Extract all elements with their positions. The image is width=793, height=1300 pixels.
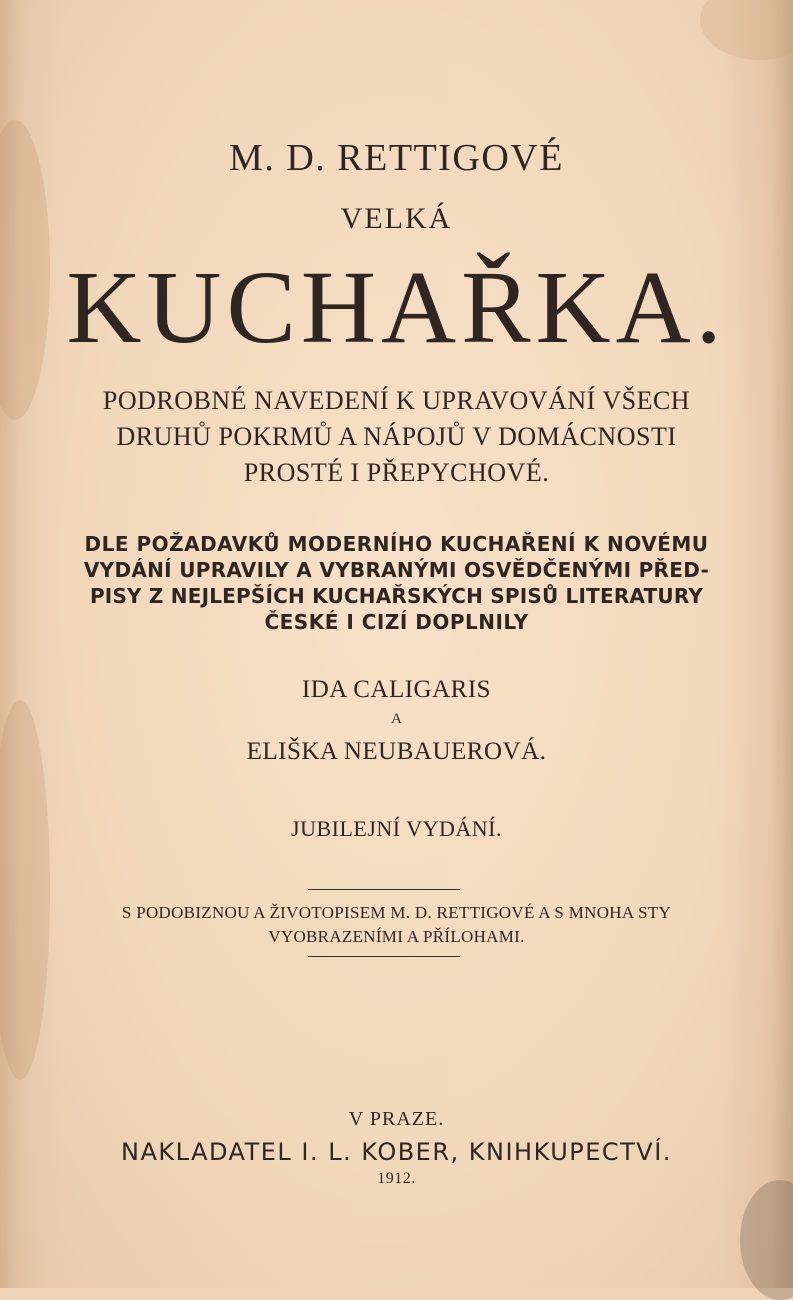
publication-place: V PRAZE.: [348, 1108, 445, 1130]
edition-note-line-3: PISY Z NEJLEPŠÍCH KUCHAŘSKÝCH SPISŮ LITERATURY: [89, 584, 704, 608]
edition-note-line-2: VYDÁNÍ UPRAVILY A VYBRANÝMI OSVĚDČENÝMI PŘED-: [83, 558, 710, 582]
editor-name-1: IDA CALIGARIS: [301, 676, 492, 703]
paper-stain: [740, 1180, 793, 1300]
edition-note-line-4: ČESKÉ I CIZÍ DOPLNILY: [264, 610, 529, 634]
main-title: KUCHAŘKA.: [66, 250, 727, 365]
title-adjective: VELKÁ: [340, 202, 453, 235]
publisher-line: NAKLADATEL I. L. KOBER, KNIHKUPECTVÍ.: [121, 1138, 672, 1166]
divider-bottom: [308, 956, 460, 957]
author-heading: M. D. RETTIGOVÉ: [229, 137, 564, 179]
subtitle-line-3: PROSTÉ I PŘEPYCHOVÉ.: [243, 458, 550, 487]
illustrations-line-2: VYOBRAZENÍMI A PŘÍLOHAMI.: [268, 927, 525, 946]
edition-label: JUBILEJNÍ VYDÁNÍ.: [291, 816, 502, 841]
illustrations-line-1: S PODOBIZNOU A ŽIVOTOPISEM M. D. RETTIGOVÉ A S MNOHA STY: [121, 903, 672, 922]
publication-year: 1912.: [377, 1170, 416, 1187]
divider-top: [308, 889, 460, 890]
subtitle-line-2: DRUHŮ POKRMŮ A NÁPOJŮ V DOMÁCNOSTI: [116, 422, 677, 451]
editor-name-2: ELIŠKA NEUBAUEROVÁ.: [246, 738, 547, 765]
editor-conjunction: A: [391, 711, 402, 727]
subtitle-line-1: PODROBNÉ NAVEDENÍ K UPRAVOVÁNÍ VŠECH: [102, 386, 691, 415]
paper-stain: [700, 0, 793, 60]
edition-note-line-1: DLE POŽADAVKŮ MODERNÍHO KUCHAŘENÍ K NOVÉMU: [84, 532, 709, 556]
